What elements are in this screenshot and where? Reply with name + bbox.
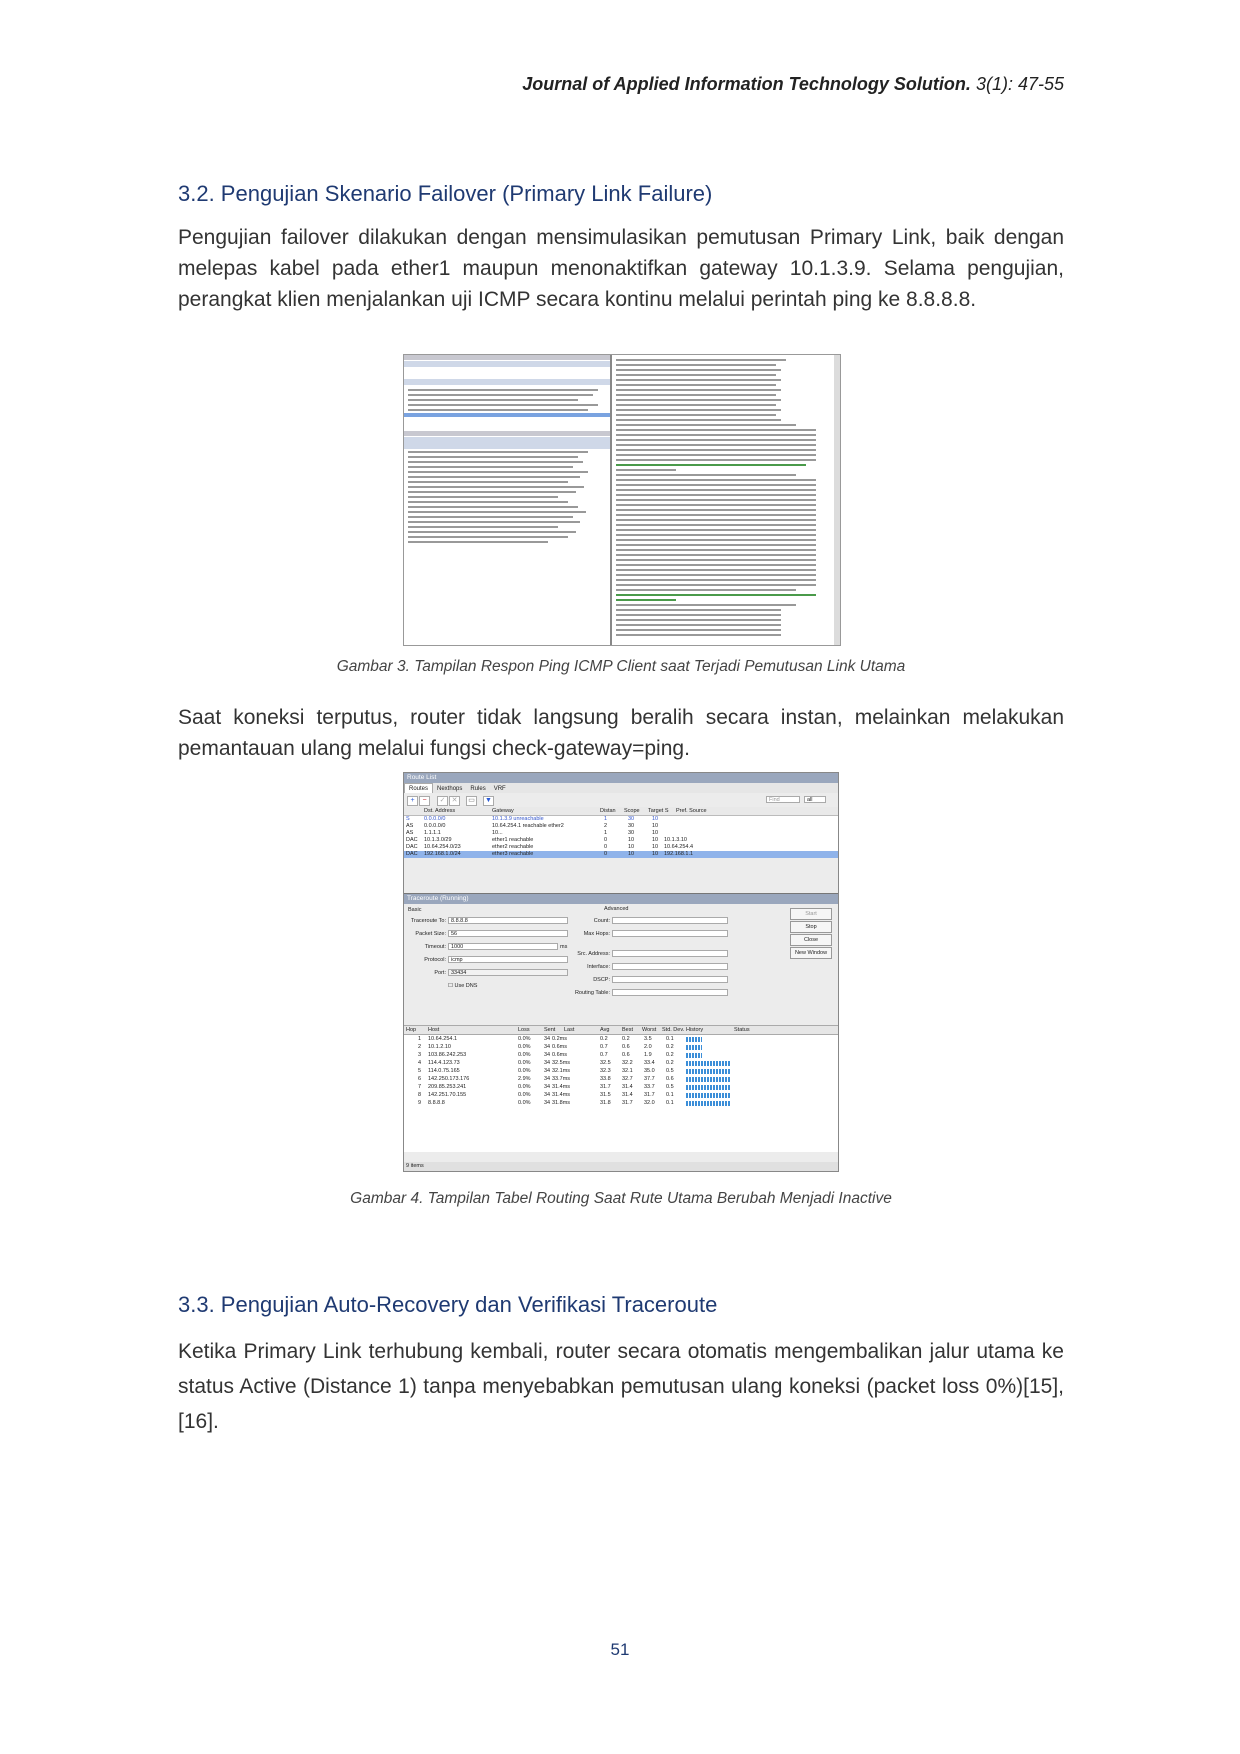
- hop-history-bar: [686, 1077, 730, 1082]
- hop-last: 31.8ms: [552, 1100, 571, 1106]
- protocol-label: Protocol:: [424, 957, 446, 963]
- selected-route-row: [404, 413, 610, 417]
- hop-hop: 8: [418, 1092, 422, 1098]
- hop-history-bar: [686, 1069, 730, 1074]
- hop-sent: 34: [544, 1044, 551, 1050]
- traceroute-hop-row[interactable]: [404, 1075, 838, 1083]
- figure-4-routing-screenshot: [403, 772, 839, 1172]
- route-toolbar: [404, 793, 838, 807]
- hop-loss: 0.0%: [518, 1084, 531, 1090]
- hop-avg: 33.8: [600, 1076, 611, 1082]
- col-last[interactable]: Last: [564, 1027, 575, 1033]
- hop-sent: 34: [544, 1076, 551, 1082]
- hop-history-bar: [686, 1101, 730, 1106]
- hop-best: 0.2: [622, 1036, 630, 1042]
- hop-host: 8.8.8.8: [428, 1100, 445, 1106]
- col-sent[interactable]: Sent: [544, 1027, 556, 1033]
- tab-routes[interactable]: Routes: [404, 783, 433, 794]
- hop-std: 0.5: [666, 1084, 674, 1090]
- hop-history-bar: [686, 1037, 702, 1042]
- route-row[interactable]: DAC 10.1.3.0/29 ether1 reachable 0 10 10 10.1.3.10: [404, 837, 838, 844]
- timeout-unit: ms: [560, 944, 568, 950]
- hop-host: 142.250.173.176: [428, 1076, 470, 1082]
- hop-hop: 7: [418, 1084, 422, 1090]
- hop-history-bar: [686, 1053, 702, 1058]
- hop-best: 32.7: [622, 1076, 633, 1082]
- protocol-select[interactable]: icmp: [448, 956, 568, 963]
- col-gateway[interactable]: Gateway: [492, 808, 514, 814]
- hop-sent: 34: [544, 1100, 551, 1106]
- hop-sent: 34: [544, 1084, 551, 1090]
- hop-std: 0.6: [666, 1076, 674, 1082]
- find-input[interactable]: Find: [766, 796, 800, 803]
- hop-avg: 0.7: [600, 1052, 608, 1058]
- use-dns-label: Use DNS: [454, 983, 478, 989]
- tab-rules[interactable]: Rules: [470, 786, 486, 792]
- route-row[interactable]: S 0.0.0.0/0 10.1.3.9 unreachable 1 30 10: [404, 816, 838, 823]
- hop-loss: 0.0%: [518, 1092, 531, 1098]
- figure-4-caption: Gambar 4. Tampilan Tabel Routing Saat Rute Utama Berubah Menjadi Inactive: [350, 1190, 892, 1207]
- col-worst[interactable]: Worst: [642, 1027, 657, 1033]
- traceroute-table-header: [404, 1025, 838, 1035]
- col-distance[interactable]: Distan: [600, 808, 616, 814]
- hop-history-bar: [686, 1085, 730, 1090]
- packet-size-label: Packet Size:: [415, 931, 446, 937]
- hop-last: 32.1ms: [552, 1068, 571, 1074]
- interface-select[interactable]: [612, 963, 728, 970]
- page-number: 51: [610, 1640, 630, 1659]
- traceroute-hop-row[interactable]: [404, 1083, 838, 1091]
- section-3-2-title: 3.2. Pengujian Skenario Failover (Primary Link Failure): [178, 181, 713, 206]
- traceroute-window: [404, 893, 838, 1172]
- traceroute-hop-row[interactable]: [404, 1043, 838, 1051]
- hop-worst: 2.0: [644, 1044, 652, 1050]
- hop-avg: 31.5: [600, 1092, 611, 1098]
- hop-host: 10.1.2.10: [428, 1044, 451, 1050]
- hop-std: 0.1: [666, 1100, 674, 1106]
- section-3-2-paragraph: Pengujian failover dilakukan dengan mensimulasikan pemutusan Primary Link, baik dengan melepas kabel pada ether1 maupun menonaktifkan gateway 10.1.3.9. Selama pengujian, perangkat klien menjalankan uji ICMP secara kontinu melalui perintah ping ke 8.8.8.8.: [178, 226, 1064, 311]
- traceroute-hop-row[interactable]: [404, 1059, 838, 1067]
- journal-name: Journal of Applied Information Technology Solution.: [522, 74, 971, 94]
- hop-history-bar: [686, 1093, 730, 1098]
- find-filter-select[interactable]: all: [804, 796, 826, 803]
- terminal-scrollbar[interactable]: [834, 355, 840, 645]
- route-list-titlebar: Route List: [404, 773, 838, 783]
- hop-std: 0.1: [666, 1092, 674, 1098]
- figure-3-caption: Gambar 3. Tampilan Respon Ping ICMP Client saat Terjadi Pemutusan Link Utama: [336, 658, 906, 675]
- running-header: [522, 74, 1064, 95]
- hop-worst: 3.5: [644, 1036, 652, 1042]
- hop-host: 10.64.254.1: [428, 1036, 458, 1042]
- routing-table-label: Routing Table:: [574, 990, 610, 996]
- count-input[interactable]: [612, 917, 728, 924]
- traceroute-to-input[interactable]: 8.8.8.8: [448, 917, 568, 924]
- ping-summary-line: [616, 464, 806, 466]
- interface-label: Interface:: [587, 964, 610, 970]
- hop-last: 0.6ms: [552, 1052, 567, 1058]
- hop-history-bar: [686, 1061, 730, 1066]
- traceroute-hop-row[interactable]: [404, 1051, 838, 1059]
- port-label: Port:: [434, 970, 446, 976]
- add-icon[interactable]: +: [407, 796, 418, 806]
- hop-last: 0.2ms: [552, 1036, 567, 1042]
- col-avg[interactable]: Avg: [600, 1027, 610, 1033]
- col-scope[interactable]: Scope: [624, 808, 640, 814]
- hop-best: 31.4: [622, 1084, 633, 1090]
- hop-host: 114.4.123.73: [428, 1060, 460, 1066]
- hop-best: 31.7: [622, 1100, 633, 1106]
- hop-worst: 31.7: [644, 1092, 655, 1098]
- max-hops-input[interactable]: [612, 930, 728, 937]
- route-list-titlebar: [404, 355, 610, 360]
- hop-std: 0.2: [666, 1052, 674, 1058]
- hop-loss: 0.0%: [518, 1060, 531, 1066]
- col-std-dev[interactable]: Std. Dev.: [662, 1027, 685, 1033]
- hop-avg: 32.3: [600, 1068, 611, 1074]
- hop-best: 0.6: [622, 1052, 630, 1058]
- hop-best: 32.1: [622, 1068, 633, 1074]
- hop-host: 209.85.253.241: [428, 1084, 467, 1090]
- basic-group-label: Basic: [408, 907, 422, 913]
- hop-loss: 0.0%: [518, 1100, 531, 1106]
- remove-icon[interactable]: −: [419, 796, 430, 806]
- traceroute-hop-row[interactable]: [404, 1099, 838, 1107]
- hop-worst: 33.7: [644, 1084, 655, 1090]
- traceroute-hop-row[interactable]: [404, 1067, 838, 1075]
- hop-hop: 3: [418, 1052, 422, 1058]
- hop-host: 114.0.75.165: [428, 1068, 460, 1074]
- hop-avg: 0.2: [600, 1036, 608, 1042]
- dscp-label: DSCP:: [593, 977, 610, 983]
- hop-loss: 0.0%: [518, 1052, 531, 1058]
- hop-avg: 31.8: [600, 1100, 611, 1106]
- use-dns-checkbox[interactable]: ☐ Use DNS: [448, 983, 478, 989]
- hop-best: 0.6: [622, 1044, 630, 1050]
- col-target-scope[interactable]: Target S: [648, 808, 669, 814]
- start-button[interactable]: Start: [790, 908, 832, 920]
- hop-best: 32.2: [622, 1060, 633, 1066]
- winbox-panel: [404, 355, 612, 645]
- hop-hop: 9: [418, 1100, 422, 1106]
- route-table: [404, 807, 838, 858]
- hop-hop: 1: [418, 1036, 422, 1042]
- timeout-input[interactable]: 1000: [448, 943, 558, 950]
- hop-std: 0.1: [666, 1036, 674, 1042]
- hop-last: 31.4ms: [552, 1084, 571, 1090]
- src-address-label: Src. Address:: [577, 951, 610, 957]
- hop-sent: 34: [544, 1092, 551, 1098]
- hop-std: 0.2: [666, 1060, 674, 1066]
- hop-sent: 34: [544, 1068, 551, 1074]
- hop-loss: 0.0%: [518, 1036, 531, 1042]
- hop-last: 33.7ms: [552, 1076, 571, 1082]
- journal-volume: 3(1): 47-55: [975, 74, 1064, 94]
- new-window-button[interactable]: New Window: [790, 947, 832, 959]
- route-row[interactable]: AS 0.0.0.0/0 10.64.254.1 reachable ether2 2 30 10: [404, 823, 838, 830]
- hop-std: 0.2: [666, 1044, 674, 1050]
- hop-sent: 34: [544, 1052, 551, 1058]
- stop-button[interactable]: Stop: [790, 921, 832, 933]
- log-titlebar: [404, 431, 610, 436]
- hop-sent: 34: [544, 1060, 551, 1066]
- route-row[interactable]: DAC 10.64.254.0/23 ether2 reachable 0 10 10 10.64.254.4: [404, 844, 838, 851]
- hop-avg: 31.7: [600, 1084, 611, 1090]
- hop-worst: 1.9: [644, 1052, 652, 1058]
- hop-worst: 33.4: [644, 1060, 655, 1066]
- col-status[interactable]: Status: [734, 1027, 750, 1033]
- max-hops-label: Max Hops:: [583, 931, 610, 937]
- col-history[interactable]: History: [686, 1027, 704, 1033]
- hop-last: 32.5ms: [552, 1060, 571, 1066]
- col-best[interactable]: Best: [622, 1027, 634, 1033]
- route-table-header: [404, 807, 838, 816]
- hop-host: 142.251.70.155: [428, 1092, 467, 1098]
- hop-std: 0.5: [666, 1068, 674, 1074]
- route-row-selected[interactable]: DAC 192.168.1.0/24 ether3 reachable 0 10 10 192.168.1.1: [404, 851, 838, 858]
- figure-3-ping-screenshot: [403, 354, 841, 646]
- col-pref-source[interactable]: Pref. Source: [676, 808, 707, 814]
- disable-icon[interactable]: ✕: [449, 796, 460, 806]
- hop-avg: 0.7: [600, 1044, 608, 1050]
- col-host[interactable]: Host: [428, 1027, 440, 1033]
- hop-best: 31.4: [622, 1092, 633, 1098]
- advanced-group-label: Advanced: [604, 906, 629, 912]
- tab-nexthops[interactable]: Nexthops: [437, 786, 463, 792]
- packet-size-input[interactable]: 56: [448, 930, 568, 937]
- col-loss[interactable]: Loss: [518, 1027, 530, 1033]
- col-dst-address[interactable]: Dst. Address: [424, 808, 456, 814]
- hop-history-bar: [686, 1045, 702, 1050]
- hop-avg: 32.5: [600, 1060, 611, 1066]
- traceroute-to-label: Traceroute To:: [410, 918, 446, 924]
- hop-worst: 37.7: [644, 1076, 655, 1082]
- enable-icon[interactable]: ✓: [437, 796, 448, 806]
- section-3-3-paragraph: Ketika Primary Link terhubung kembali, router secara otomatis mengembalikan jalur utama ke status Active (Distance 1) tanpa menyebabkan pemutusan ulang koneksi (packet loss 0%)[15], [16].: [178, 1340, 1064, 1433]
- col-hop[interactable]: Hop: [406, 1027, 417, 1033]
- close-button[interactable]: Close: [790, 934, 832, 946]
- hop-last: 0.6ms: [552, 1044, 567, 1050]
- comment-icon[interactable]: ▭: [466, 796, 477, 806]
- hop-sent: 34: [544, 1036, 551, 1042]
- traceroute-titlebar: Traceroute (Running): [404, 894, 838, 904]
- hop-hop: 6: [418, 1076, 422, 1082]
- filter-icon[interactable]: ▼: [483, 796, 494, 806]
- dscp-input[interactable]: [612, 976, 728, 983]
- hop-loss: 2.9%: [518, 1076, 531, 1082]
- hop-worst: 35.0: [644, 1068, 655, 1074]
- count-label: Count:: [593, 918, 610, 924]
- hop-hop: 4: [418, 1060, 422, 1066]
- failover-explanation-paragraph: Saat koneksi terputus, router tidak langsung beralih secara instan, melainkan melakukan pemantauan ulang melalui fungsi check-gateway=ping.: [178, 706, 1064, 760]
- traceroute-hop-row[interactable]: [404, 1035, 838, 1043]
- routing-table-select[interactable]: [612, 989, 728, 996]
- route-tabs: [404, 783, 838, 793]
- tab-vrf[interactable]: VRF: [493, 786, 506, 792]
- route-row[interactable]: AS 1.1.1.1 10... 1 30 10: [404, 830, 838, 837]
- hop-loss: 0.0%: [518, 1044, 531, 1050]
- hop-worst: 32.0: [644, 1100, 655, 1106]
- timeout-label: Timeout:: [424, 944, 446, 950]
- hop-hop: 2: [418, 1044, 422, 1050]
- port-input[interactable]: 33434: [448, 969, 568, 976]
- traceroute-hop-row[interactable]: [404, 1091, 838, 1099]
- hop-loss: 0.0%: [518, 1068, 531, 1074]
- section-3-3-title: 3.3. Pengujian Auto-Recovery dan Verifikasi Traceroute: [178, 1292, 718, 1317]
- status-bar: 9 items: [404, 1162, 838, 1171]
- ping-terminal-panel: [612, 355, 840, 645]
- hop-hop: 5: [418, 1068, 422, 1074]
- hop-last: 31.4ms: [552, 1092, 571, 1098]
- hop-host: 103.86.242.253: [428, 1052, 467, 1058]
- src-address-input[interactable]: [612, 950, 728, 957]
